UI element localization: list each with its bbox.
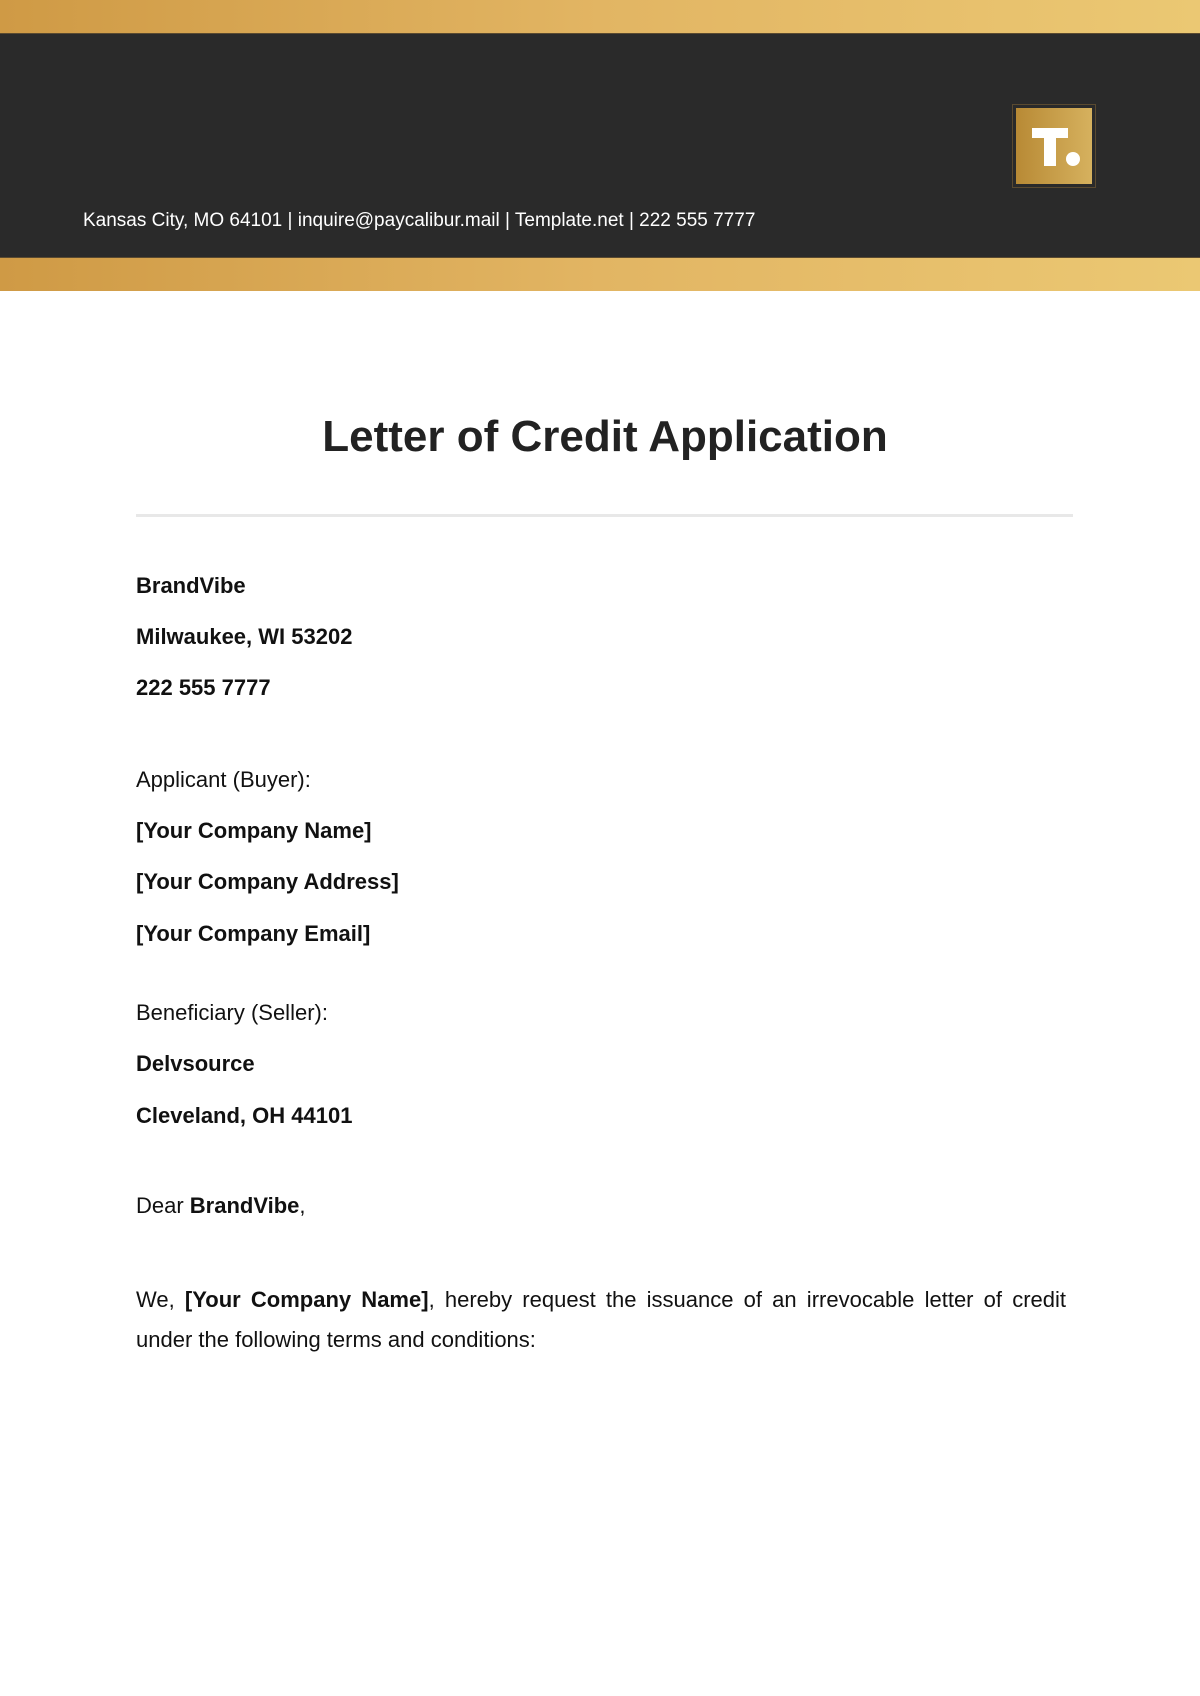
beneficiary-address: Cleveland, OH 44101 (136, 1103, 353, 1128)
salutation-prefix: Dear (136, 1193, 190, 1218)
salutation-suffix: , (299, 1193, 306, 1218)
divider (136, 514, 1073, 517)
body-company: [Your Company Name] (184, 1287, 429, 1312)
salutation (136, 1193, 306, 1219)
header-contact: Kansas City, MO 64101 | inquire@paycalibur.mail | Template.net | 222 555 7777 (83, 210, 756, 231)
page-title: Letter of Credit Application (322, 412, 888, 461)
applicant-label: Applicant (Buyer): (136, 767, 311, 792)
salutation-name: BrandVibe (189, 1193, 300, 1218)
beneficiary-label: Beneficiary (Seller): (136, 1000, 328, 1025)
top-gold-band (0, 0, 1200, 33)
bottom-gold-band (0, 258, 1200, 291)
body-text: , hereby request the issuance of an irrevocable letter of credit under the following terms and conditions: (136, 1287, 1067, 1352)
sender-address: Milwaukee, WI 53202 (136, 624, 353, 649)
sender-phone: 222 555 7777 (136, 675, 271, 700)
body-paragraph (136, 1280, 1066, 1360)
applicant-address: [Your Company Address] (136, 869, 399, 894)
applicant-name: [Your Company Name] (136, 818, 372, 843)
sender-name: BrandVibe (136, 573, 246, 598)
template-logo-icon (1012, 104, 1096, 188)
beneficiary-name: Delvsource (136, 1051, 255, 1076)
body-prefix: We, (136, 1287, 185, 1312)
applicant-email: [Your Company Email] (136, 921, 371, 946)
